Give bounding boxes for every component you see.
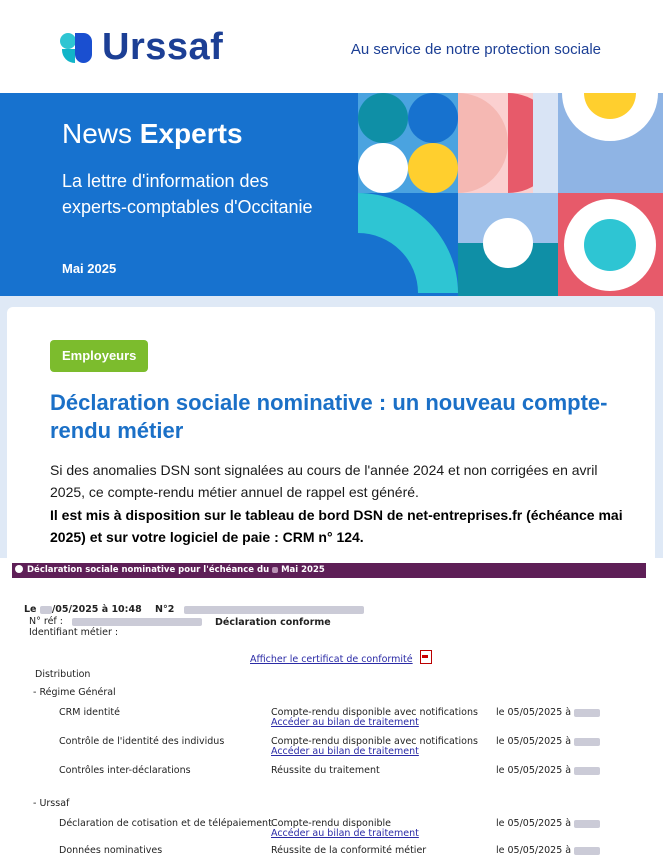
dsn-datetime: /05/2025 à 10:48	[51, 604, 142, 615]
row-label: Données nominatives	[59, 845, 163, 856]
row-date-text: le 05/05/2025 à	[496, 736, 572, 747]
urssaf-logo-icon	[60, 31, 94, 65]
dsn-number: N°2	[155, 604, 175, 615]
newsletter-subtitle: La lettre d'information des experts-comptables d'Occitanie	[62, 171, 313, 217]
dsn-bar-title: Déclaration sociale nominative pour l'échéance du	[27, 565, 270, 575]
tagline: Au service de notre protection sociale	[350, 41, 601, 58]
urssaf-toggle[interactable]: - Urssaf	[33, 798, 70, 809]
category-tag[interactable]: Employeurs	[50, 340, 148, 372]
identifiant-metier: Identifiant métier :	[29, 627, 119, 638]
row-date	[496, 707, 600, 718]
ref-label: N° réf :	[29, 616, 63, 627]
row-date-text: le 05/05/2025 à	[496, 845, 572, 856]
row-link[interactable]: Accéder au bilan de traitement	[271, 717, 419, 728]
redacted-time	[574, 709, 600, 717]
urssaf-logo[interactable]	[60, 26, 223, 69]
row-label: Déclaration de cotisation et de télépaiement	[59, 818, 272, 829]
expand-icon	[15, 565, 23, 573]
row-date	[496, 818, 600, 829]
row-date-text: le 05/05/2025 à	[496, 707, 572, 718]
newsletter-title	[62, 118, 243, 150]
row-date	[496, 765, 600, 776]
title-bold: Experts	[139, 118, 243, 149]
redacted-time	[574, 767, 600, 775]
dsn-bar-title-end: Mai 2025	[281, 565, 325, 575]
row-status: Réussite du traitement	[271, 765, 380, 776]
newsletter-banner	[0, 93, 663, 296]
article-paragraph: Si des anomalies DSN sont signalées au cours de l'année 2024 et non corrigées en avril 2025, ce compte-rendu métier annuel de rappel est généré.	[50, 462, 598, 500]
newsletter-date: Mai 2025	[62, 261, 117, 276]
email-header	[0, 0, 663, 93]
row-date-text: le 05/05/2025 à	[496, 765, 572, 776]
pdf-icon[interactable]	[420, 650, 432, 664]
row-link[interactable]: Accéder au bilan de traitement	[271, 828, 419, 839]
redacted-day	[40, 606, 52, 614]
certificate-row	[250, 650, 432, 665]
row-date	[496, 736, 600, 747]
dsn-ref-line	[29, 616, 202, 627]
decorative-shapes-art	[358, 93, 663, 296]
le-label: Le	[24, 604, 37, 615]
redacted-day	[272, 567, 278, 573]
row-date-text: le 05/05/2025 à	[496, 818, 572, 829]
redacted-time	[574, 738, 600, 746]
logo-text: Urssaf	[102, 26, 224, 68]
article-bold-paragraph: Il est mis à disposition sur le tableau de bord DSN de net-entreprises.fr (échéance mai 2025) et sur votre logiciel de paie : CRM n° 124.	[50, 507, 623, 545]
certificate-link[interactable]: Afficher le certificat de conformité	[250, 654, 413, 665]
article-title[interactable]: Déclaration sociale nominative : un nouveau compte-rendu métier	[50, 390, 608, 443]
distribution-label: Distribution	[35, 669, 91, 680]
title-regular: News	[62, 118, 133, 149]
row-status: Compte-rendu disponible avec notifications	[271, 736, 478, 747]
row-label: Contrôle de l'identité des individus	[59, 736, 225, 747]
row-link[interactable]: Accéder au bilan de traitement	[271, 746, 419, 757]
row-label: CRM identité	[59, 707, 120, 718]
row-status: Compte-rendu disponible	[271, 818, 391, 829]
dsn-header-bar	[12, 563, 646, 578]
row-status: Compte-rendu disponible avec notifications	[271, 707, 478, 718]
regime-general-toggle[interactable]: - Régime Général	[33, 687, 116, 698]
redacted-ref	[72, 618, 202, 626]
redacted-time	[574, 820, 600, 828]
row-status: Réussite de la conformité métier	[271, 845, 427, 856]
declaration-status: Déclaration conforme	[215, 617, 331, 628]
dsn-screenshot	[7, 558, 655, 856]
redacted-text	[184, 606, 364, 614]
row-label: Contrôles inter-déclarations	[59, 765, 191, 776]
dsn-datetime-line	[24, 604, 364, 615]
